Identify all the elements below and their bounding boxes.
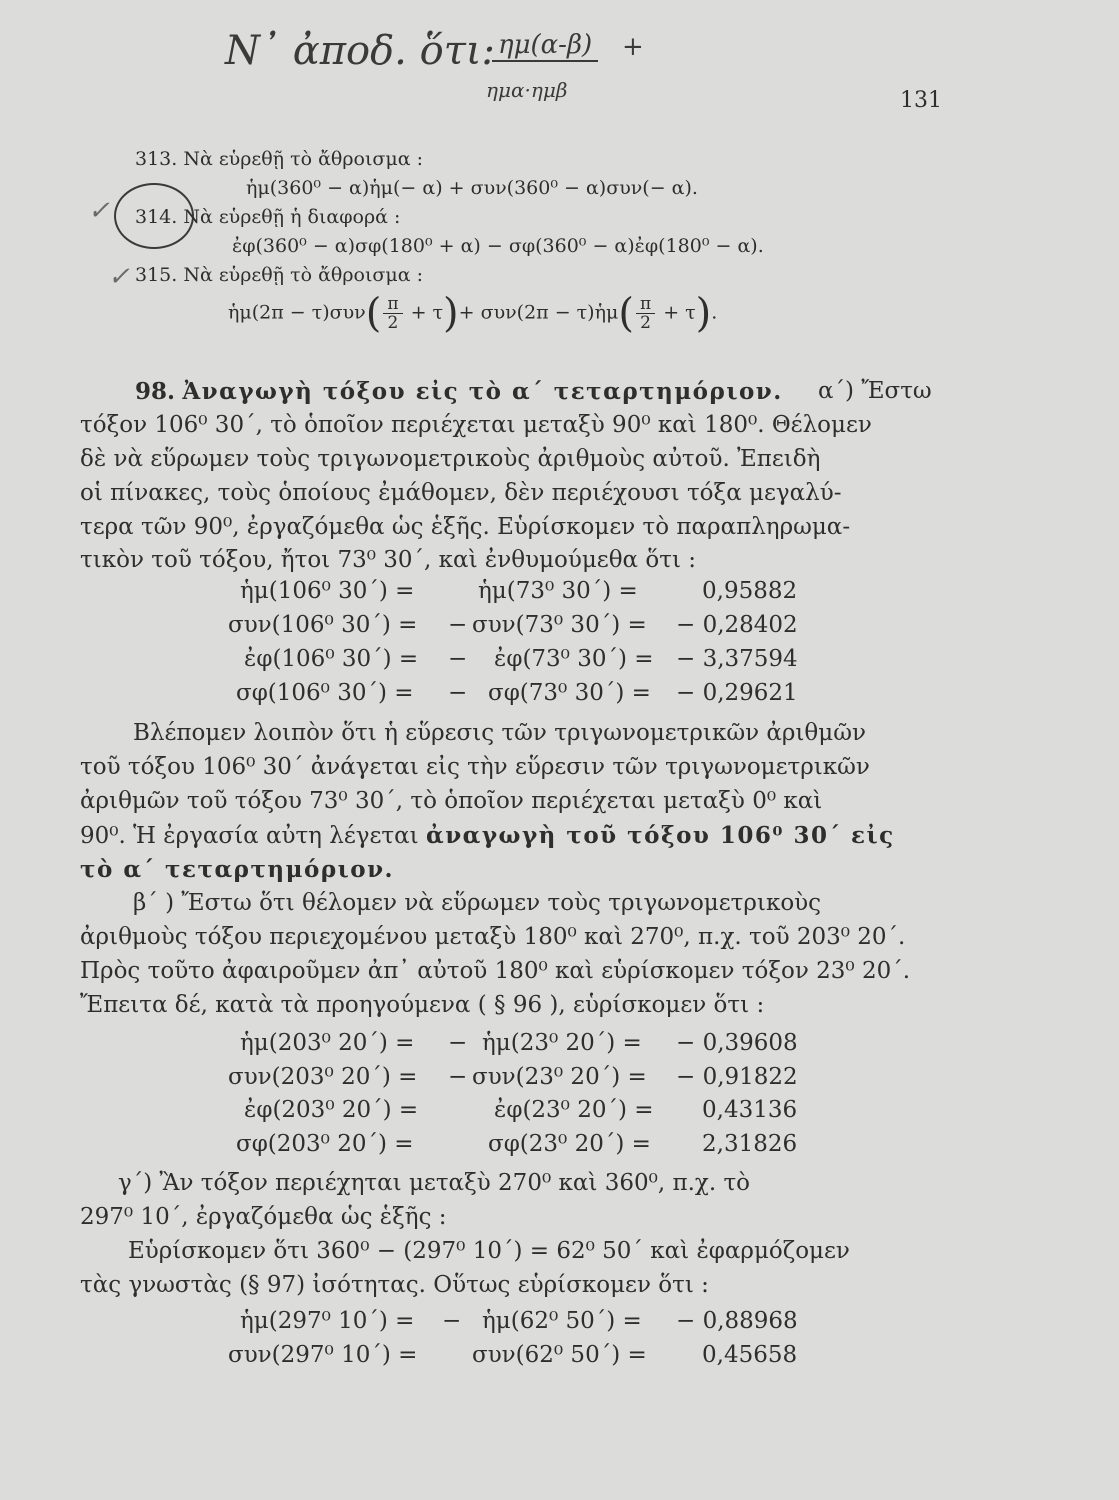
paragraph-line: Πρὸς τοῦτο ἀφαιροῦμεν ἀπ᾿ αὐτοῦ 180⁰ καὶ εὑρίσκομεν τόξον 23⁰ 20΄.	[80, 958, 911, 984]
paragraph-line: τόξον 106⁰ 30΄, τὸ ὁποῖον περιέχεται μεταξὺ 90⁰ καὶ 180⁰. Θέλομεν	[80, 412, 872, 438]
exercise-313-label: 313. Νὰ εὑρεθῇ τὸ ἄθροισμα :	[135, 148, 424, 170]
case-a-intro: α΄) Ἔστω	[818, 378, 932, 404]
exercise-315-formula: ἡμ(2π − τ)συν( $\frac{\pi}{2}$ + τ)+ συν(2π − τ)ἡμ( $\frac{\pi}{2}$ + τ).	[228, 290, 718, 337]
pi-over-two-fraction: $\frac{\pi}{2}$	[383, 295, 402, 332]
paragraph-line: Εὑρίσκομεν ὅτι 360⁰ − (297⁰ 10΄) = 62⁰ 50΄ καὶ ἐφαρμόζομεν	[128, 1238, 850, 1264]
exercise-313-formula: ἡμ(360⁰ − α)ἡμ(− α) + συν(360⁰ − α)συν(− α).	[246, 177, 698, 199]
formula-part: + συν(2π − τ)ἡμ	[458, 301, 619, 324]
paragraph-line: τερα τῶν 90⁰, ἐργαζόμεθα ὡς ἑξῆς. Εὑρίσκομεν τὸ παραπληρωμα-	[80, 514, 851, 540]
paren-open: (	[365, 290, 382, 337]
paren-close: )	[695, 290, 712, 337]
exercise-314-label: 314. Νὰ εὑρεθῇ ἡ διαφορά :	[135, 206, 401, 228]
formula-part: + τ	[410, 301, 444, 324]
exercise-314-formula: ἐφ(360⁰ − α)σφ(180⁰ + α) − σφ(360⁰ − α)ἐφ(180⁰ − α).	[232, 235, 764, 257]
paragraph-line: ἀριθμῶν τοῦ τόξου 73⁰ 30΄, τὸ ὁποῖον περιέχεται μεταξὺ 0⁰ καὶ	[80, 788, 823, 814]
page-number: 131	[900, 88, 942, 113]
emphasized-term: ἀναγωγὴ τοῦ τόξου 106⁰ 30΄ εἰς	[426, 822, 895, 849]
handwritten-fraction-numerator: ημ(α-β)	[492, 30, 598, 62]
section-number: 98.	[135, 378, 176, 405]
formula-part: ἡμ(2π − τ)συν	[228, 301, 366, 324]
paren-open: (	[618, 290, 634, 337]
book-page: N᾿ ἀποδ. ὅτι: ημ(α-β) ημα·ημβ + 131 313. Νὰ εὑρεθῇ τὸ ἄθροισμα : ἡμ(360⁰ − α)ἡμ(− α) + συν(360⁰ − α)συν(− α). ✓ 314. Νὰ εὑρεθῇ ἡ διαφορά : ἐφ(360⁰ − α)σφ(180⁰ + α) − σφ(360⁰ − α)ἐφ(180⁰ − α). ✓ 315. Νὰ εὑρεθῇ τὸ ἄθροισμα : ἡμ(2π − τ)συν( $\frac{\pi}{2}$ + τ)+ συν(2π − τ)ἡμ( $\frac{\pi}{2}$ + τ). 98. Ἀναγωγὴ τόξου εἰς τὸ α΄ τεταρτημόριον. α΄) Ἔστω τόξον 106⁰ 30΄, τὸ ὁποῖον περιέχεται μεταξὺ 90⁰ καὶ 180⁰. Θέλομεν δὲ νὰ εὕρωμεν τοὺς τριγωνομετρικοὺς ἀριθμοὺς αὐτοῦ. Ἐπειδὴ οἱ πίνακες, τοὺς ὁποίους ἐμάθομεν, δὲν περιέχουσι τόξα μεγαλύ- τερα τῶν 90⁰, ἐργαζόμεθα ὡς ἑξῆς. Εὑρίσκομεν τὸ παραπληρωμα- τικὸν τοῦ τόξου, ἤτοι 73⁰ 30΄, καὶ ἐνθυμούμεθα ὅτι : ἡμ(106⁰ 30΄) = ἡμ(73⁰ 30΄) = 0,95882 συν(106⁰ 30΄) = − συν(73⁰ 30΄) = − 0,28402 ἐφ(106⁰ 30΄) = − ἐφ(73⁰ 30΄) = − 3,37594 σφ(106⁰ 30΄) = − σφ(73⁰ 30΄) = − 0,29621 Βλέπομεν λοιπὸν ὅτι ἡ εὕρεσις τῶν τριγωνομετρικῶν ἀριθμῶν τοῦ τόξου 106⁰ 30΄ ἀνάγεται εἰς τὴν εὕρεσιν τῶν τριγωνομετρικῶν ἀριθμῶν τοῦ τόξου 73⁰ 30΄, τὸ ὁποῖον περιέχεται μεταξὺ 0⁰ καὶ 90⁰. Ἡ ἐργασία αὐτη λέγεται ἀναγωγὴ τοῦ τόξου 106⁰ 30΄ εἰς τὸ α΄ τεταρτημόριον. β΄ ) Ἔστω ὅτι θέλομεν νὰ εὕρωμεν τοὺς τριγωνομετρικοὺς ἀριθμοὺς τόξου περιεχομένου μεταξὺ 180⁰ καὶ 270⁰, π.χ. τοῦ 203⁰ 20΄. Πρὸς τοῦτο ἀφαιροῦμεν ἀπ᾿ αὐτοῦ 180⁰ καὶ εὑρίσκομεν τόξον 23⁰ 20΄. Ἔπειτα δέ, κατὰ τὰ προηγούμενα ( § 96 ), εὑρίσκομεν ὅτι : ἡμ(203⁰ 20΄) = − ἡμ(23⁰ 20΄) = − 0,39608 συν(203⁰ 20΄) = − συν(23⁰ 20΄) = − 0,91822 ἐφ(203⁰ 20΄) = ἐφ(23⁰ 20΄) = 0,43136 σφ(203⁰ 20΄) = σφ(23⁰ 20΄) = 2,31826 γ΄) Ἂν τόξον περιέχηται μεταξὺ 270⁰ καὶ 360⁰, π.χ. τὸ 297⁰ 10΄, ἐργαζόμεθα ὡς ἑξῆς : Εὑρίσκομεν ὅτι 360⁰ − (297⁰ 10΄) = 62⁰ 50΄ καὶ ἐφαρμόζομεν τὰς γνωστὰς (§ 97) ἰσότητας. Οὕτως εὑρίσκομεν ὅτι : ἡμ(297⁰ 10΄) = − ἡμ(62⁰ 50΄) = − 0,88968 συν(297⁰ 10΄) = συν(62⁰ 50΄) = 0,45658	[80, 28, 942, 1368]
paragraph-line: τοῦ τόξου 106⁰ 30΄ ἀνάγεται εἰς τὴν εὕρεσιν τῶν τριγωνομετρικῶν	[80, 754, 870, 780]
paragraph-line: 90⁰. Ἡ ἐργασία αὐτη λέγεται ἀναγωγὴ τοῦ τόξου 106⁰ 30΄ εἰς	[80, 822, 895, 849]
paragraph-line: 297⁰ 10΄, ἐργαζόμεθα ὡς ἑξῆς :	[80, 1204, 447, 1230]
paragraph-line: οἱ πίνακες, τοὺς ὁποίους ἐμάθομεν, δὲν περιέχουσι τόξα μεγαλύ-	[80, 480, 842, 506]
paragraph-line: τικὸν τοῦ τόξου, ἤτοι 73⁰ 30΄, καὶ ἐνθυμούμεθα ὅτι :	[80, 547, 697, 573]
paragraph-line: ἀριθμοὺς τόξου περιεχομένου μεταξὺ 180⁰ καὶ 270⁰, π.χ. τοῦ 203⁰ 20΄.	[80, 924, 906, 950]
paragraph-line: Βλέπομεν λοιπὸν ὅτι ἡ εὕρεσις τῶν τριγωνομετρικῶν ἀριθμῶν	[133, 720, 866, 746]
section-heading-line	[135, 378, 783, 405]
emphasized-term: τὸ α΄ τεταρτημόριον.	[80, 856, 395, 883]
formula-part: + τ	[663, 301, 696, 324]
check-mark-icon: ✓	[88, 196, 110, 226]
pi-over-two-fraction: $\frac{\pi}{2}$	[636, 295, 655, 332]
paragraph-line: γ΄) Ἂν τόξον περιέχηται μεταξὺ 270⁰ καὶ 360⁰, π.χ. τὸ	[118, 1170, 751, 1196]
handwritten-plus: +	[622, 32, 644, 62]
paren-close: )	[443, 290, 459, 337]
section-title: Ἀναγωγὴ τόξου εἰς τὸ α΄ τεταρτημόριον.	[182, 378, 783, 405]
paragraph-line: δὲ νὰ εὕρωμεν τοὺς τριγωνομετρικοὺς ἀριθμοὺς αὐτοῦ. Ἐπειδὴ	[80, 446, 821, 472]
handwritten-note: N᾿ ἀποδ. ὅτι:	[225, 28, 495, 74]
paragraph-line: τὰς γνωστὰς (§ 97) ἰσότητας. Οὕτως εὑρίσκομεν ὅτι :	[80, 1272, 709, 1298]
check-mark-icon: ✓	[108, 262, 130, 292]
paragraph-line: β΄ ) Ἔστω ὅτι θέλομεν νὰ εὕρωμεν τοὺς τριγωνομετρικοὺς	[133, 890, 822, 916]
handwritten-fraction-denominator: ημα·ημβ	[486, 78, 568, 102]
exercise-315-label: 315. Νὰ εὑρεθῇ τὸ ἄθροισμα :	[135, 264, 424, 286]
paragraph-line: Ἔπειτα δέ, κατὰ τὰ προηγούμενα ( § 96 ), εὑρίσκομεν ὅτι :	[80, 992, 765, 1018]
